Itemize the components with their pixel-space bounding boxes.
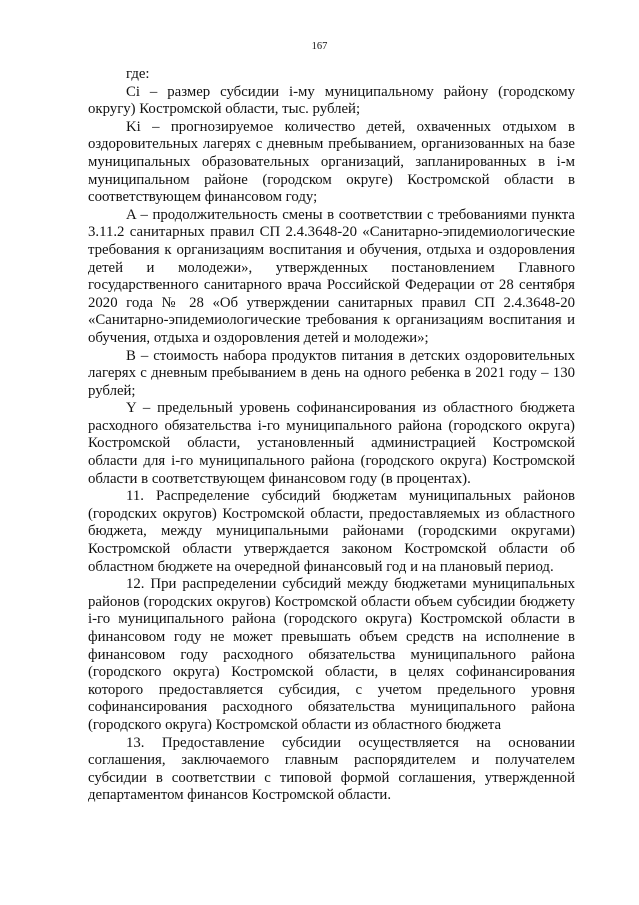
paragraph-where: где: xyxy=(126,66,150,82)
paragraph-item-11: 11. Распределение субсидий бюджетам муниципальных районов (городских округов) Костромской области, предоставляемых из областного бюджета, между муниципальными районами (городскими округами) Костромской области утверждается законом Костромской области об областном бюджете на очередной финансовый год и на плановый период. xyxy=(88,488,575,575)
page-number: 167 xyxy=(311,41,328,52)
paragraph-ci-definition: Ci – размер субсидии i-му муниципальному району (городскому округу) Костромской области, тыс. рублей; xyxy=(88,83,575,118)
paragraph-y-definition: Y – предельный уровень софинансирования из областного бюджета расходного обязательства i-го муниципального района (городского округа) Костромской области, установленный администрацией Костромской области для i-го муниципального района (городского округа) Костромской области в соответствующем финансовом году (в процентах). xyxy=(88,400,575,487)
paragraph-ki-definition: Ki – прогнозируемое количество детей, охваченных отдыхом в оздоровительных лагерях с дневным пребыванием, организованных на базе муниципальных образовательных организаций, запланированных в i-м муниципальном районе (городском округе) Костромской области в соответствующем финансовом году; xyxy=(88,118,575,206)
paragraph-item-12: 12. При распределении субсидий между бюджетами муниципальных районов (городских округов) Костромской области объем субсидии бюджету i-го муниципального района (городского округа) Костромской области в финансовом году не может превышать объем средств на исполнение в финансовом году расходного обязательства муниципального района (городского округа) Костромской области, в целях софинансирования которого предоставляется субсидия, с учетом предельного уровня софинансирования расходного обязательства муниципального района (городского округа) Костромской области из областного бюджета xyxy=(88,576,575,733)
paragraph-item-13: 13. Предоставление субсидии осуществляется на основании соглашения, заключаемого главным распорядителем и получателем субсидии в соответствии с типовой формой соглашения, утвержденной департаментом финансов Костромской области. xyxy=(88,734,575,804)
paragraph-b-definition: B – стоимость набора продуктов питания в детских оздоровительных лагерях с дневным пребыванием в день на одного ребенка в 2021 году – 130 рублей; xyxy=(88,347,575,399)
document-body xyxy=(88,66,575,805)
paragraph-a-definition: A – продолжительность смены в соответствии с требованиями пункта 3.11.2 санитарных правил СП 2.4.3648-20 «Санитарно-эпидемиологические требования к организациям воспитания и обучения, отдыха и оздоровления детей и молодежи», утвержденных постановлением Главного государственного санитарного врача Российской Федерации от 28 сентября 2020 года № 28 «Об утверждении санитарных правил СП 2.4.3648-20 «Санитарно-эпидемиологические требования к организациям воспитания и обучения, отдыха и оздоровления детей и молодежи»; xyxy=(88,206,575,346)
